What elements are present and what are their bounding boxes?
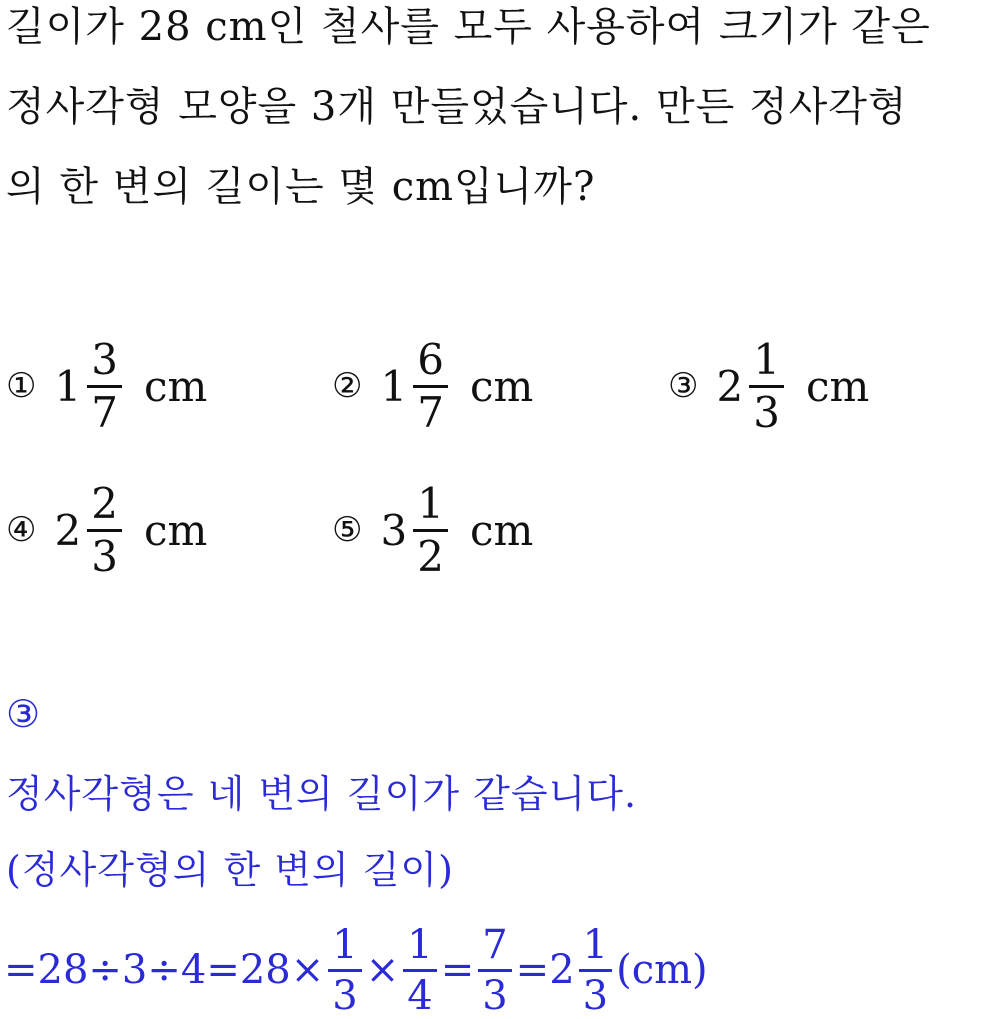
equation-fraction bbox=[328, 921, 361, 1019]
fraction-numerator: 1 bbox=[332, 921, 358, 968]
choice-unit: cm bbox=[805, 361, 870, 411]
fraction-denominator: 2 bbox=[417, 531, 444, 581]
choice-whole: 2 bbox=[54, 505, 82, 555]
fraction-denominator: 7 bbox=[417, 387, 444, 437]
fraction-denominator: 3 bbox=[332, 972, 358, 1019]
choice-whole: 1 bbox=[380, 361, 408, 411]
equation-part: =2 bbox=[515, 947, 575, 993]
fraction-numerator: 3 bbox=[91, 334, 118, 384]
choice-3[interactable] bbox=[668, 336, 869, 436]
fraction-numerator: 6 bbox=[417, 334, 444, 384]
answer-mark: ③ bbox=[6, 692, 42, 736]
fraction-denominator: 4 bbox=[407, 972, 433, 1019]
fraction-numerator: 1 bbox=[417, 478, 444, 528]
choice-mark: ④ bbox=[6, 510, 37, 550]
explanation-line-2: (정사각형의 한 변의 길이) bbox=[6, 848, 454, 892]
choice-mark: ⑤ bbox=[332, 510, 363, 550]
explanation-line-1: 정사각형은 네 변의 길이가 같습니다. bbox=[6, 772, 638, 816]
fraction-bar bbox=[478, 969, 511, 972]
solution-equation bbox=[4, 922, 708, 1018]
choice-whole: 3 bbox=[380, 505, 408, 555]
fraction-denominator: 3 bbox=[582, 972, 609, 1019]
fraction-denominator: 3 bbox=[482, 972, 508, 1019]
fraction-bar bbox=[328, 969, 361, 972]
fraction-numerator: 1 bbox=[753, 334, 780, 384]
fraction-bar bbox=[579, 969, 612, 972]
choice-fraction bbox=[749, 334, 784, 437]
choice-mark: ① bbox=[6, 366, 37, 406]
fraction-numerator: 2 bbox=[91, 478, 118, 528]
fraction-numerator: 7 bbox=[482, 921, 508, 968]
choice-mark: ③ bbox=[668, 366, 699, 406]
equation-fraction bbox=[478, 921, 511, 1019]
choice-fraction bbox=[413, 478, 448, 581]
choice-fraction bbox=[87, 334, 122, 437]
choice-4[interactable] bbox=[6, 480, 207, 580]
fraction-denominator: 3 bbox=[753, 387, 780, 437]
equation-fraction bbox=[403, 921, 436, 1019]
choice-5[interactable] bbox=[332, 480, 533, 580]
equation-operator: × bbox=[365, 947, 400, 993]
choice-fraction bbox=[87, 478, 122, 581]
equation-part: =28÷3÷4=28× bbox=[4, 947, 325, 993]
choice-fraction bbox=[413, 334, 448, 437]
equation-operator: = bbox=[440, 947, 475, 993]
question-line-3: 의 한 변의 길이는 몇 cm입니까? bbox=[6, 164, 596, 210]
fraction-denominator: 3 bbox=[91, 531, 118, 581]
choice-1[interactable] bbox=[6, 336, 207, 436]
fraction-bar bbox=[403, 969, 436, 972]
choice-unit: cm bbox=[469, 505, 534, 555]
choice-unit: cm bbox=[143, 505, 208, 555]
choice-whole: 1 bbox=[54, 361, 82, 411]
choice-unit: cm bbox=[143, 361, 208, 411]
choice-2[interactable] bbox=[332, 336, 533, 436]
choice-unit: cm bbox=[469, 361, 534, 411]
question-line-1: 길이가 28 cm인 철사를 모두 사용하여 크기가 같은 bbox=[6, 4, 931, 50]
equation-fraction bbox=[579, 921, 612, 1019]
choice-whole: 2 bbox=[716, 361, 744, 411]
fraction-denominator: 7 bbox=[91, 387, 118, 437]
question-line-2: 정사각형 모양을 3개 만들었습니다. 만든 정사각형 bbox=[6, 84, 908, 130]
choice-mark: ② bbox=[332, 366, 363, 406]
equation-unit: (cm) bbox=[616, 947, 708, 993]
fraction-numerator: 1 bbox=[582, 921, 609, 968]
fraction-numerator: 1 bbox=[407, 921, 433, 968]
